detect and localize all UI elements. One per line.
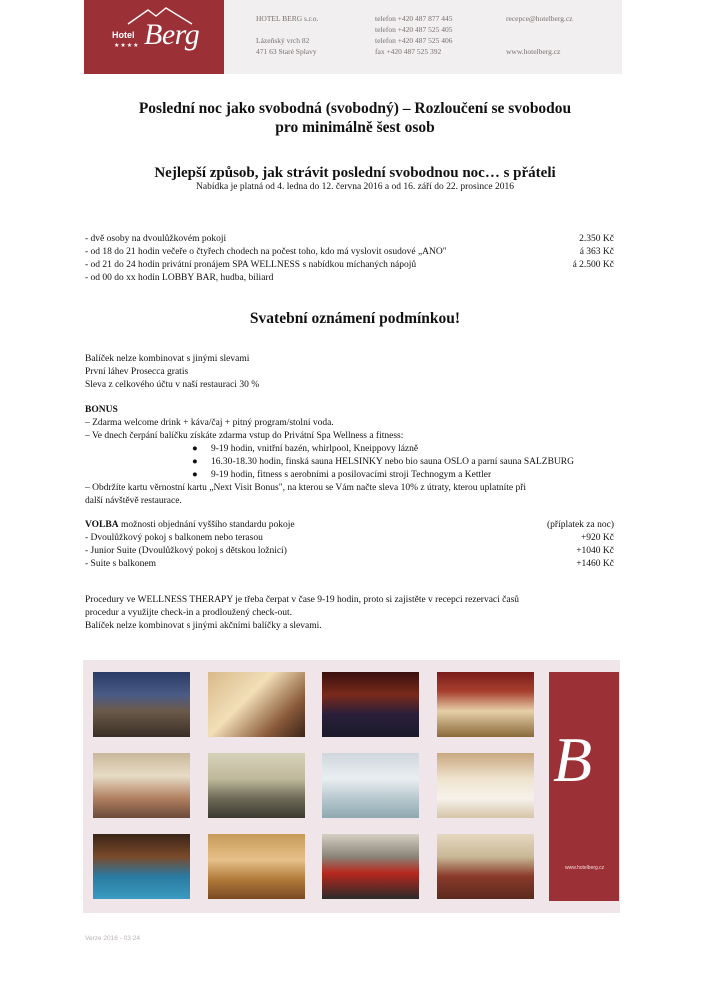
bonus-bullet: 9-19 hodin, vnitřní bazén, whirlpool, Kneippovy lázně xyxy=(211,444,419,454)
company-name: HOTEL BERG s.r.o. xyxy=(256,14,319,23)
volba-note: (příplatek za noc) xyxy=(547,520,614,530)
photo-whirlpool-bath xyxy=(322,753,419,818)
fax-number: fax +420 487 525 392 xyxy=(375,47,442,56)
photo-pool xyxy=(93,834,190,899)
hotel-logo xyxy=(84,0,224,74)
phone-2: telefon +420 487 525 405 xyxy=(375,25,453,34)
letterhead xyxy=(84,0,622,74)
offer-item: - od 21 do 24 hodin privátní pronájem SPA WELLNESS s nabídkou míchaných nápojů xyxy=(85,260,417,270)
title-line-1: Poslední noc jako svobodná (svobodný) – Rozloučení se svobodou xyxy=(138,100,572,117)
room-price: +1460 Kč xyxy=(576,559,614,569)
email-link[interactable]: recepce@hotelberg.cz xyxy=(506,14,573,23)
photo-fitness xyxy=(322,834,419,899)
procedure-note: Procedury ve WELLNESS THERAPY je třeba čerpat v čase 9-19 hodin, proto si zajistěte v recepci rezervaci časů xyxy=(85,595,520,605)
procedure-note: procedur a využijte check-in a prodloužený check-out. xyxy=(85,608,293,618)
offer-item: - od 18 do 21 hodin večeře o čtyřech chodech na počest toho, kdo má vyslovit osudové „ANO" xyxy=(85,247,447,257)
bullet-icon: ● xyxy=(192,470,198,480)
photo-hotel-exterior xyxy=(93,672,190,737)
bonus-bullet: 9-19 hodin, fitness s aerobními a posilovacími stroji Technogym a Kettler xyxy=(211,470,492,480)
room-price: +920 Kč xyxy=(580,533,614,543)
logo-hotel-text: Hotel xyxy=(112,30,135,40)
condition-line: První láhev Prosecca gratis xyxy=(85,367,189,377)
bullet-icon: ● xyxy=(192,444,198,454)
room-option: - Suite s balkonem xyxy=(85,559,156,569)
photo-restaurant xyxy=(208,672,305,737)
bonus-bullet: 16.30-18.30 hodin, finská sauna HELSINKY nebo bio sauna OSLO a parní sauna SALZBURG xyxy=(211,457,574,467)
title-line-2: pro minimálně šest osob xyxy=(275,119,435,136)
offer-price: á 2.500 Kč xyxy=(572,260,614,270)
logo-berg-text: Berg xyxy=(144,18,200,51)
photo-conference-hall xyxy=(437,834,534,899)
procedure-note: Balíček nelze kombinovat s jinými akčními balíčky a slevami. xyxy=(85,621,322,631)
condition-line: Sleva z celkového účtu v naší restauraci 30 % xyxy=(85,380,260,390)
offer-price: á 363 Kč xyxy=(579,247,614,257)
phone-3: telefon +420 487 525 406 xyxy=(375,36,453,45)
room-price: +1040 Kč xyxy=(576,546,614,556)
volba-heading-text: možnosti objednání vyššího standardu pokoje xyxy=(118,520,295,530)
room-option: - Dvoulůžkový pokoj s balkonem nebo terasou xyxy=(85,533,263,543)
offer-price: 2.350 Kč xyxy=(579,234,614,244)
photo-massage xyxy=(93,753,190,818)
room-option: - Junior Suite (Dvoulůžkový pokoj s dětskou ložnicí) xyxy=(85,546,287,556)
volba-heading xyxy=(85,519,295,532)
bonus-line: – Obdržíte kartu věrnostní kartu „Next Visit Bonus", na kterou se Vám načte sleva 10% z útraty, kterou uplatníte při xyxy=(85,483,527,493)
side-website[interactable]: www.hotelberg.cz xyxy=(565,865,605,871)
photo-sauna xyxy=(208,834,305,899)
address-line-1: Lázeňský vrch 82 xyxy=(256,36,310,45)
photo-bedroom xyxy=(437,672,534,737)
address-line-2: 471 63 Staré Splavy xyxy=(256,47,317,56)
bonus-line: – Ve dnech čerpání balíčku získáte zdarma vstup do Privátní Spa Wellness a fitness: xyxy=(85,431,404,441)
page-title xyxy=(60,99,650,137)
website-link[interactable]: www.hotelberg.cz xyxy=(506,47,561,56)
phone-1: telefon +420 487 877 445 xyxy=(375,14,453,23)
offer-item: - od 00 do xx hodin LOBBY BAR, hudba, biliard xyxy=(85,273,274,283)
subtitle: Nejlepší způsob, jak strávit poslední svobodnou noc… s přáteli xyxy=(154,165,556,181)
photo-lobby-bar xyxy=(322,672,419,737)
brand-side-panel xyxy=(549,672,619,901)
volba-bold: VOLBA xyxy=(85,520,119,530)
photo-spa-treatment xyxy=(208,753,305,818)
wedding-heading: Svatební oznámení podmínkou! xyxy=(249,310,461,327)
photo-relax-room xyxy=(437,753,534,818)
bonus-line: – Zdarma welcome drink + káva/čaj + pitný program/stolní voda. xyxy=(85,418,334,428)
validity-note: Nabídka je platná od 4. ledna do 12. června 2016 a od 16. září do 22. prosince 2016 xyxy=(196,182,514,192)
brand-monogram: B xyxy=(553,724,593,795)
bullet-icon: ● xyxy=(192,457,198,467)
bonus-heading: BONUS xyxy=(85,405,118,415)
logo-stars: ★★★★ xyxy=(114,42,140,49)
bonus-line: další návštěvě restaurace. xyxy=(85,496,182,506)
version-footer: Verze 2016 - 03 24 xyxy=(85,935,140,942)
condition-line: Balíček nelze kombinovat s jinými slevami xyxy=(85,354,250,364)
offer-item: - dvě osoby na dvoulůžkovém pokoji xyxy=(85,234,227,244)
